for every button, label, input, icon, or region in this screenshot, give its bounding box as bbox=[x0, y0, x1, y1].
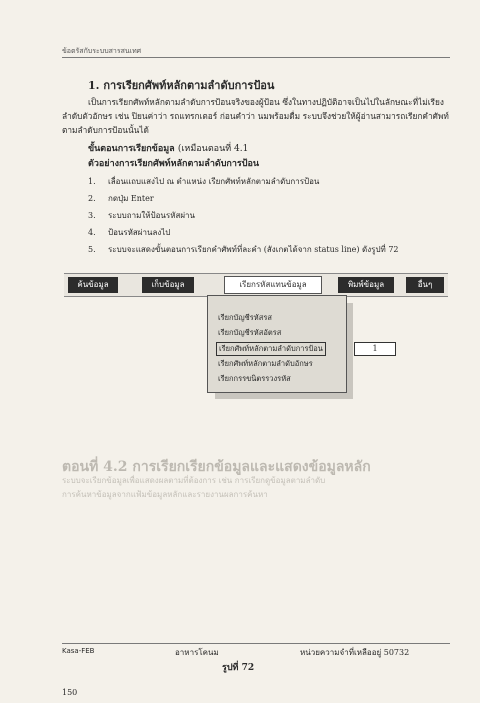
dropdown-menu bbox=[207, 295, 347, 393]
dropdown-item[interactable]: เรียกบัญชีรหัสอัตรส bbox=[218, 328, 282, 337]
footer-rule bbox=[62, 643, 450, 644]
step-number: 5. bbox=[88, 245, 96, 254]
menu-print-button[interactable]: พิมพ์ข้อมูล bbox=[338, 277, 394, 293]
step-list bbox=[88, 173, 448, 258]
procedure-heading-text: ขั้นตอนการเรียกข้อมูล bbox=[88, 144, 175, 154]
dropdown-item[interactable]: เรียกกรรขนิตรรวงรหัส bbox=[218, 374, 291, 383]
header-rule bbox=[62, 57, 450, 58]
figure-caption: รูปที่ 72 bbox=[222, 663, 255, 673]
status-middle: อาหารโคนม bbox=[175, 648, 219, 657]
step-item bbox=[88, 224, 448, 241]
bleed-heading: ตอนที่ 4.2 การเรียกเรียกข้อมูลและแสดงข้อมูลหลัก bbox=[62, 459, 371, 475]
step-item bbox=[88, 207, 448, 224]
step-item bbox=[88, 190, 448, 207]
section-title: 1. การเรียกศัพท์หลักตามลำดับการป้อน bbox=[88, 79, 275, 92]
bleed-through-text bbox=[62, 460, 447, 502]
menu-other-button[interactable]: อื่นๆ bbox=[406, 277, 444, 293]
procedure-ref: (เหมือนตอนที่ 4.1 bbox=[177, 144, 249, 154]
bleed-line: ระบบจะเรียกข้อมูลเพื่อแสดงผลตามที่ต้องการ เช่น การเรียกดูข้อมูลตามลำดับ bbox=[62, 476, 326, 485]
step-number: 3. bbox=[88, 211, 96, 220]
menu-store-button[interactable]: เก็บข้อมูล bbox=[142, 277, 194, 293]
menu-code-lookup-button[interactable]: เรียกรหัสแทนข้อมูล bbox=[224, 276, 322, 294]
menu-search-button[interactable]: ค้นข้อมูล bbox=[68, 277, 118, 293]
bleed-line: การค้นหาข้อมูลจากแฟ้มข้อมูลหลักและรายงานผลการค้นหา bbox=[62, 490, 268, 499]
page-number: 150 bbox=[62, 688, 78, 697]
step-number: 1. bbox=[88, 177, 96, 186]
intro-paragraph: เป็นการเรียกศัพท์หลักตามลำดับการป้อนจริงของผู้ป้อน ซึ่งในทางปฏิบัติอาจเป็นไปในลักษณะที่ไม่เรียงลำดับตัวอักษร เช่น ปิยนค่าว่า รถแทรกเตอร์ ก่อนคำว่า นมพร้อมดื่ม ระบบจึงช่วยให้ผู้อ่านสามารถเรียกคำศัพท์ตามลำดับการป้อนนั้นได้ bbox=[62, 97, 449, 135]
step-text: ระบบจะแสดงขั้นตอนการเรียกคำศัพท์ที่ละคำ (สังเกตได้จาก status line) ดังรูปที่ 72 bbox=[108, 245, 399, 254]
dropdown-item-selected[interactable]: เรียกศัพท์หลักตามลำดับการป้อน bbox=[216, 342, 326, 356]
dropdown-item[interactable]: เรียกบัญชีรหัสรส bbox=[218, 313, 272, 322]
status-right: หน่วยความจำที่เหลืออยู่ 50732 bbox=[300, 648, 410, 657]
step-text: ระบบถามให้ป้อนรหัสผ่าน bbox=[108, 211, 195, 220]
entry-value-field[interactable]: 1 bbox=[354, 342, 396, 356]
step-number: 4. bbox=[88, 228, 96, 237]
procedure-heading bbox=[88, 141, 248, 155]
step-text: เลื่อนแถบแสงไป ณ ตำแหน่ง เรียกศัพท์หลักตามลำดับการป้อน bbox=[108, 177, 320, 186]
menu-bar bbox=[64, 273, 448, 297]
running-head: ข้อตรัสกับระบบสารสนเทศ bbox=[62, 47, 142, 55]
dropdown-item[interactable]: เรียกศัพท์หลักตามลำดับอักษร bbox=[218, 359, 313, 368]
step-item bbox=[88, 173, 448, 190]
step-text: กดปุ่ม Enter bbox=[108, 194, 154, 203]
step-text: ป้อนรหัสผ่านลงไป bbox=[108, 228, 171, 237]
example-heading: ตัวอย่างการเรียกศัพท์หลักตามลำดับการป้อน bbox=[88, 159, 260, 169]
step-number: 2. bbox=[88, 194, 96, 203]
step-item bbox=[88, 241, 448, 258]
status-left: Kasa-FEB bbox=[62, 647, 95, 655]
